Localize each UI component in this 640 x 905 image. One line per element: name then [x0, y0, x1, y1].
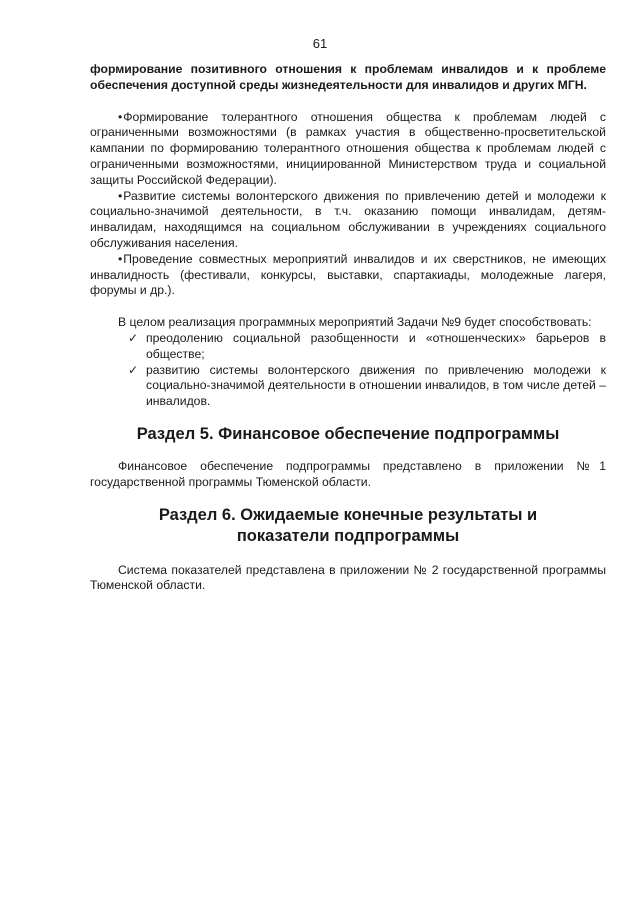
page-number: 61: [312, 36, 328, 51]
intro-paragraph: формирование позитивного отношения к проблемам инвалидов и к проблеме обеспечения доступной среды жизнедеятельности для инвалидов и других МГН.: [90, 62, 606, 92]
checklist-item: [128, 363, 606, 410]
bullet-text-3: Проведение совместных мероприятий инвалидов и их сверстников, не имеющих инвалидность (фестивали, конкурсы, выставки, спартакиады, молодежные лагеря, форумы и др.).: [90, 251, 606, 298]
bullet-paragraph-1: [90, 110, 606, 189]
section-6-heading-line-1: Раздел 6. Ожидаемые конечные результаты и: [158, 505, 538, 524]
section-6-heading-line-2: показатели подпрограммы: [236, 526, 460, 545]
bullet-paragraph-2: [90, 189, 606, 252]
checklist-item-text: преодолению социальной разобщенности и «отношенческих» барьеров в обществе;: [146, 330, 606, 361]
page-content: [90, 62, 606, 594]
checkmark-icon: ✓: [128, 330, 139, 345]
section-5-text: Финансовое обеспечение подпрограммы представлено в приложении №1 государственной программы Тюменской области.: [90, 458, 606, 489]
bullet-paragraph-3: [90, 252, 606, 299]
task9-intro-paragraph: В целом реализация программных мероприятий Задачи №9 будет способствовать:: [118, 315, 592, 330]
section-6-heading: [90, 505, 606, 547]
checklist-item-text: развитию системы волонтерского движения по привлечению молодежи к социально-значимой деятельности в отношении инвалидов, в том числе детей – инвалидов.: [146, 362, 606, 409]
bullet-text-2: Развитие системы волонтерского движения по привлечению детей и молодежи к социально-значимой деятельности, в т.ч. оказанию помощи инвалидам, детям-инвалидам, находящимся на социальном обслуживании в учреждениях социального обслуживания населения.: [90, 188, 606, 250]
checklist-item: [128, 331, 606, 363]
checkmark-icon: ✓: [128, 362, 139, 377]
section-6-text: Система показателей представлена в приложении № 2 государственной программы Тюменской области.: [90, 562, 606, 593]
outcomes-checklist: [90, 331, 606, 410]
bullet-text-1: Формирование толерантного отношения общества к проблемам людей с ограниченными возможностями (в рамках участия в общественно-просветительской кампании по формированию толерантного отношения общества к проблемам людей с ограниченными возможностями, инициированной Министерством труда и социальной защиты Российской Федерации).: [90, 109, 606, 187]
section-5-heading: Раздел 5. Финансовое обеспечение подпрограммы: [136, 424, 560, 443]
